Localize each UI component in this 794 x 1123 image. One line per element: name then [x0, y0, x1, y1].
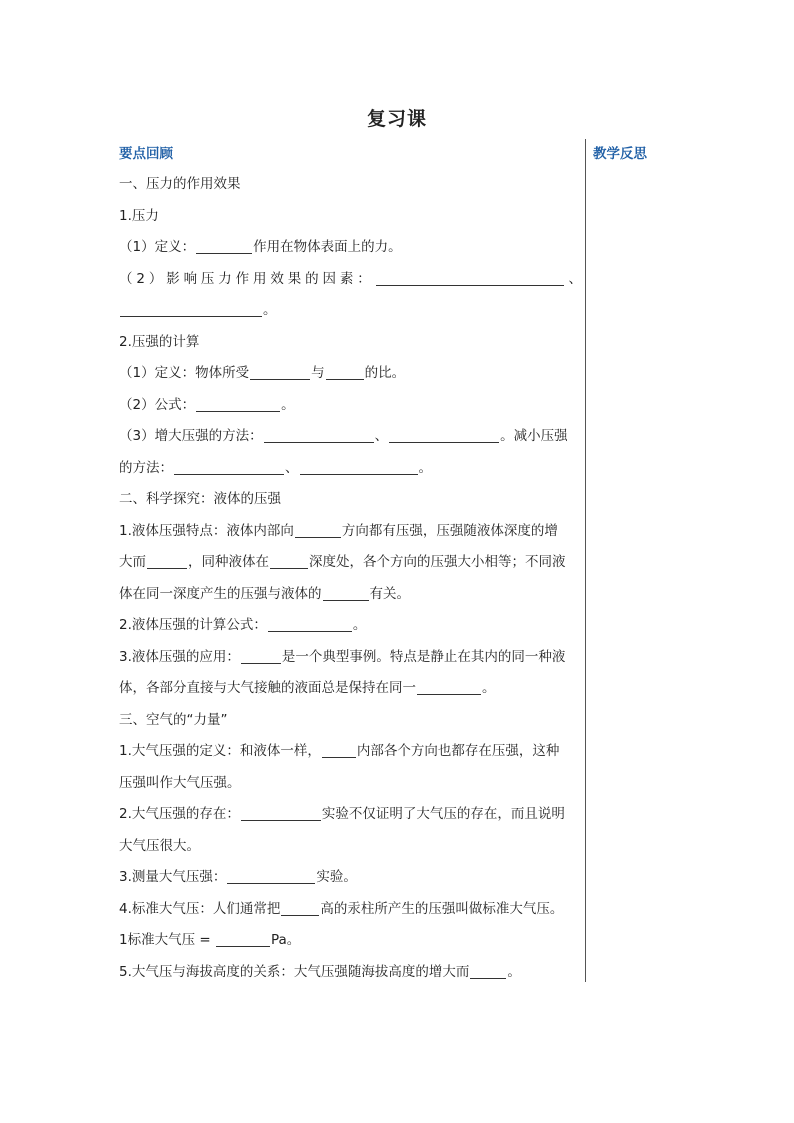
- atmospheric-pressure-definition-line-1: [119, 736, 582, 768]
- line-text: 4.标准大气压：人们通常把: [119, 900, 281, 917]
- line-text: 1.液体压强特点：液体内部向: [119, 522, 294, 539]
- standard-atmosphere-line: [119, 894, 582, 926]
- line-text: 大而: [119, 554, 146, 570]
- pressure-formula-line: [119, 390, 582, 422]
- line-text: 体在同一深度产生的压强与液体的: [119, 585, 322, 602]
- line-text: 。: [418, 459, 432, 476]
- line-text: 2.大气压强的存在：: [119, 806, 240, 822]
- section-1-heading: 一、压力的作用效果: [119, 176, 241, 192]
- decrease-pressure-methods-line: [119, 453, 582, 485]
- section-2-heading: 二、科学探究：液体的压强: [119, 491, 281, 507]
- liquid-pressure-features-line-2: [119, 547, 582, 579]
- fill-blank[interactable]: [323, 586, 369, 601]
- review-heading: 要点回顾: [119, 146, 173, 162]
- fill-blank[interactable]: [389, 428, 499, 443]
- pressure-factors-line: [119, 264, 582, 296]
- line-text: ，同种液体在: [188, 554, 269, 570]
- column-divider: [585, 139, 586, 982]
- fill-blank[interactable]: [264, 428, 374, 443]
- line-text: （1）定义：物体所受: [119, 365, 250, 381]
- line-text: 。减小压强: [500, 428, 568, 444]
- atmospheric-pressure-definition-line-2: 压强叫作大气压强。: [119, 774, 241, 791]
- fill-blank[interactable]: [417, 680, 481, 695]
- pressure-calc-definition-line: [119, 358, 582, 390]
- fill-blank[interactable]: [196, 397, 280, 412]
- line-text: 3.测量大气压强：: [119, 869, 227, 885]
- line-text: 的比。: [364, 365, 406, 381]
- fill-blank[interactable]: [174, 460, 284, 475]
- fill-blank[interactable]: [322, 743, 356, 758]
- line-text: 实验。: [316, 869, 357, 885]
- atmospheric-pressure-measure-line: [119, 862, 582, 894]
- increase-pressure-methods-line: [119, 421, 582, 453]
- line-text: 5.大气压与海拔高度的关系：大气压强随海拔高度的增大而: [119, 963, 470, 980]
- line-text: 实验不仅证明了大气压的存在，而且说明: [321, 806, 565, 822]
- line-text: 深度处，各个方向的压强大小相等；不同液: [309, 554, 566, 570]
- line-text: （2）影响压力作用效果的因素：: [119, 270, 375, 287]
- line-text: 是一个典型事例。特点是静止在其内的同一种液: [281, 648, 566, 665]
- line-text: 、: [285, 459, 299, 476]
- liquid-pressure-formula-line: [119, 610, 582, 642]
- pressure-definition-line: [119, 232, 582, 264]
- line-text: 的方法：: [119, 459, 173, 476]
- line-text: 2.液体压强的计算公式：: [119, 617, 267, 633]
- fill-blank[interactable]: [470, 964, 506, 979]
- line-text: 、: [564, 270, 582, 287]
- section-3-heading: 三、空气的“力量”: [119, 711, 228, 728]
- line-text: 3.液体压强的应用：: [119, 648, 240, 665]
- liquid-pressure-features-line-3: [119, 579, 582, 611]
- altitude-relation-line: [119, 957, 582, 989]
- fill-blank[interactable]: [376, 271, 564, 286]
- fill-blank[interactable]: [326, 365, 364, 380]
- fill-blank[interactable]: [227, 869, 315, 884]
- line-text: 与: [311, 365, 325, 381]
- liquid-pressure-features-line-1: [119, 516, 582, 548]
- line-text: 。: [352, 617, 367, 633]
- pressure-calc-subheading: 2.压强的计算: [119, 333, 200, 350]
- fill-blank[interactable]: [196, 239, 252, 254]
- fill-blank[interactable]: [281, 901, 319, 916]
- line-text: 1标准大气压 =: [119, 932, 215, 948]
- line-text: 。: [281, 396, 295, 413]
- fill-blank[interactable]: [270, 554, 308, 569]
- line-text: 、: [374, 428, 389, 444]
- line-text: 。: [263, 302, 277, 318]
- line-text: 方向都有压强，压强随液体深度的增: [341, 522, 558, 539]
- line-text: Pa。: [270, 932, 301, 948]
- line-text: （1）定义：: [119, 239, 196, 255]
- fill-blank[interactable]: [241, 649, 281, 664]
- fill-blank[interactable]: [120, 302, 262, 317]
- atmospheric-pressure-existence-line-1: [119, 799, 582, 831]
- page-title: 复习课: [366, 108, 427, 130]
- liquid-pressure-application-line-1: [119, 642, 582, 674]
- standard-atmosphere-value-line: [119, 925, 582, 957]
- line-text: （3）增大压强的方法：: [119, 428, 263, 444]
- fill-blank[interactable]: [147, 554, 187, 569]
- line-text: 有关。: [369, 585, 410, 602]
- pressure-factors-line-2: [119, 295, 582, 327]
- fill-blank[interactable]: [300, 460, 418, 475]
- fill-blank[interactable]: [268, 617, 352, 632]
- atmospheric-pressure-existence-line-2: 大气压很大。: [119, 837, 200, 854]
- line-text: （2）公式：: [119, 396, 196, 413]
- line-text: 高的汞柱所产生的压强叫做标准大气压。: [320, 900, 564, 917]
- reflection-heading: 教学反思: [593, 146, 647, 162]
- fill-blank[interactable]: [216, 932, 270, 947]
- fill-blank[interactable]: [241, 806, 321, 821]
- pressure-subheading: 1.压力: [119, 207, 159, 224]
- line-text: 体，各部分直接与大气接触的液面总是保持在同一: [119, 680, 416, 696]
- line-text: 内部各个方向也都存在压强，这种: [356, 743, 560, 759]
- line-text: 作用在物体表面上的力。: [253, 239, 402, 255]
- line-text: 1.大气压强的定义：和液体一样，: [119, 743, 321, 759]
- fill-blank[interactable]: [295, 523, 341, 538]
- review-column: [119, 139, 582, 988]
- fill-blank[interactable]: [250, 365, 310, 380]
- liquid-pressure-application-line-2: [119, 673, 582, 705]
- line-text: 。: [507, 963, 521, 980]
- line-text: 。: [482, 680, 496, 696]
